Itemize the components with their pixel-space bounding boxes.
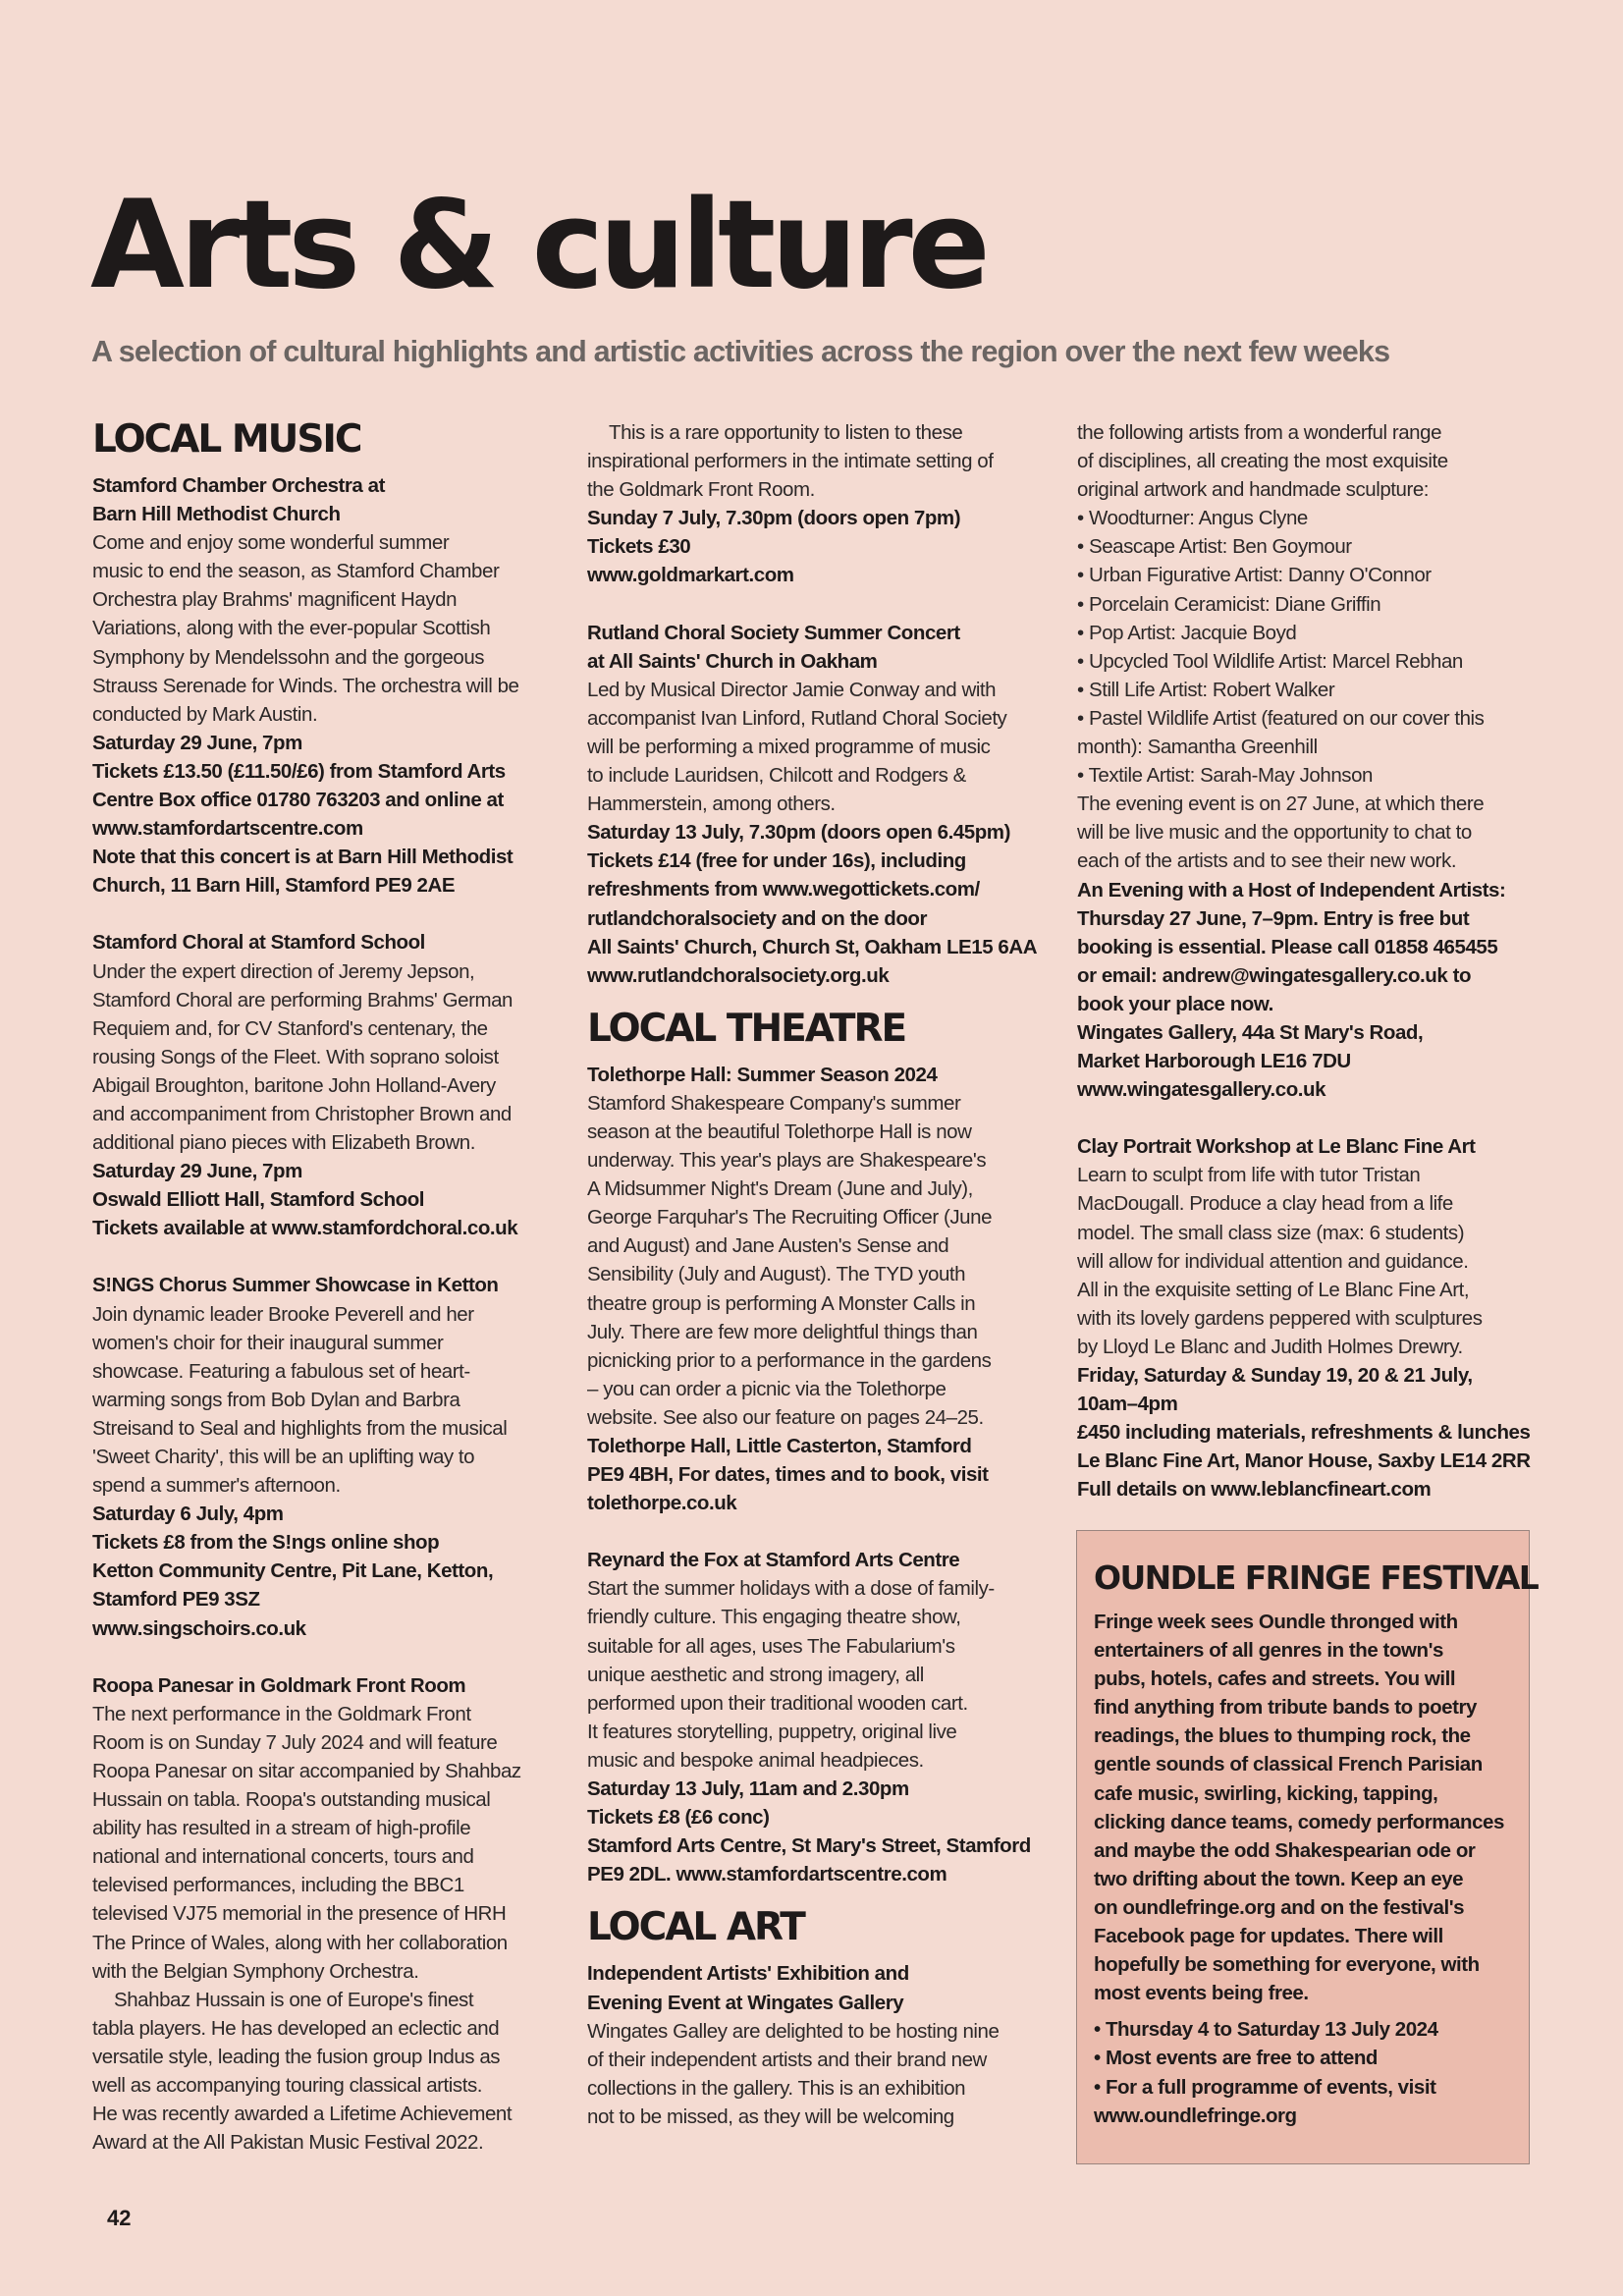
- text-line: Tickets £30: [587, 535, 691, 559]
- event-description: [587, 2017, 1053, 2131]
- event-details: [92, 1500, 558, 1642]
- text-line: readings, the blues to thumping rock, the: [1094, 1724, 1471, 1748]
- text-line: season at the beautiful Tolethorpe Hall is now: [587, 1120, 972, 1143]
- text-line: Tickets £13.50 (£11.50/£6) from Stamford Arts: [92, 759, 506, 783]
- text-line: Oswald Elliott Hall, Stamford School: [92, 1188, 425, 1212]
- text-line: Reynard the Fox at Stamford Arts Centre: [587, 1549, 960, 1572]
- page-subtitle: A selection of cultural highlights and artistic activities across the region over the next few weeks: [91, 335, 1390, 368]
- text-line: music to end the season, as Stamford Chamber: [92, 560, 500, 583]
- text-line: with the Belgian Symphony Orchestra.: [92, 1959, 419, 1983]
- text-line: at All Saints' Church in Oakham: [587, 649, 878, 673]
- text-line: Ketton Community Centre, Pit Lane, Ketton,: [92, 1559, 494, 1583]
- text-line: Friday, Saturday & Sunday 19, 20 & 21 July,: [1077, 1364, 1473, 1387]
- text-line: warming songs from Bob Dylan and Barbra: [92, 1388, 460, 1411]
- text-line: Le Blanc Fine Art, Manor House, Saxby LE14 2RR: [1077, 1449, 1531, 1473]
- event-title: [587, 1546, 1053, 1574]
- text-line: booking is essential. Please call 01858 465455: [1077, 935, 1498, 958]
- text-line: Under the expert direction of Jeremy Jepson,: [92, 959, 475, 983]
- text-line: each of the artists and to see their new work.: [1077, 849, 1457, 873]
- text-line: Hussain on tabla. Roopa's outstanding musical: [92, 1788, 491, 1812]
- text-line: • Woodturner: Angus Clyne: [1077, 507, 1308, 530]
- event-details: [587, 818, 1053, 990]
- text-line: Stamford Choral are performing Brahms' German: [92, 988, 513, 1011]
- text-line: the Goldmark Front Room.: [587, 478, 815, 502]
- text-line: theatre group is performing A Monster Calls in: [587, 1291, 976, 1315]
- event-description: [587, 676, 1053, 818]
- event-description: [587, 1574, 1053, 1775]
- text-line: Sunday 7 July, 7.30pm (doors open 7pm): [587, 507, 961, 530]
- text-line: Requiem and, for CV Stanford's centenary, the: [92, 1016, 488, 1040]
- text-line: televised performances, including the BBC1: [92, 1874, 464, 1897]
- text-line: Streisand to Seal and highlights from the musical: [92, 1416, 508, 1440]
- text-line: Saturday 29 June, 7pm: [92, 1160, 302, 1183]
- text-line: • Most events are free to attend: [1094, 2047, 1378, 2070]
- event-details: [92, 1157, 558, 1242]
- text-line: collections in the gallery. This is an exhibition: [587, 2076, 966, 2100]
- text-line: Facebook page for updates. There will: [1094, 1925, 1443, 1948]
- text-line: Tickets available at www.stamfordchoral.co.uk: [92, 1217, 518, 1240]
- text-line: Hammerstein, among others.: [587, 793, 836, 816]
- text-line: the following artists from a wonderful range: [1077, 421, 1442, 444]
- text-line: PE9 2DL. www.stamfordartscentre.com: [587, 1863, 947, 1886]
- text-line: The evening event is on 27 June, at which there: [1077, 793, 1485, 816]
- text-line: ability has resulted in a stream of high-profile: [92, 1817, 471, 1840]
- text-line: PE9 4BH, For dates, times and to book, visit: [587, 1463, 989, 1487]
- event-description: [1077, 418, 1534, 876]
- text-line: Award at the All Pakistan Music Festival 2022.: [92, 2131, 484, 2155]
- text-line: Tolethorpe Hall: Summer Season 2024: [587, 1063, 938, 1086]
- column-3: [1077, 412, 1534, 1503]
- text-line: Clay Portrait Workshop at Le Blanc Fine Art: [1077, 1135, 1476, 1159]
- column-1: [92, 412, 558, 2157]
- text-line: • Still Life Artist: Robert Walker: [1077, 678, 1335, 701]
- text-line: S!NGS Chorus Summer Showcase in Ketton: [92, 1274, 499, 1297]
- event-title: [587, 1959, 1053, 2016]
- text-line: Saturday 13 July, 11am and 2.30pm: [587, 1777, 909, 1801]
- text-line: most events being free.: [1094, 1982, 1309, 2005]
- text-line: £450 including materials, refreshments & lunches: [1077, 1421, 1531, 1445]
- event-title: [587, 619, 1053, 676]
- event-description: [92, 957, 558, 1158]
- text-line: Market Harborough LE16 7DU: [1077, 1050, 1351, 1073]
- text-line: women's choir for their inaugural summer: [92, 1331, 444, 1354]
- event-description: [587, 447, 1053, 504]
- text-line: • Upcycled Tool Wildlife Artist: Marcel Rebhan: [1077, 649, 1463, 673]
- text-line: friendly culture. This engaging theatre show,: [587, 1606, 961, 1629]
- text-line: Variations, along with the ever-popular Scottish: [92, 617, 491, 640]
- text-line: national and international concerts, tours and: [92, 1845, 474, 1869]
- text-line: Orchestra play Brahms' magnificent Haydn: [92, 588, 458, 612]
- text-line: and August) and Jane Austen's Sense and: [587, 1234, 949, 1258]
- text-line: not to be missed, as they will be welcoming: [587, 2105, 954, 2128]
- text-line: versatile style, leading the fusion group Indus as: [92, 2045, 501, 2068]
- text-line: Tickets £8 (£6 conc): [587, 1806, 770, 1830]
- text-line: Symphony by Mendelssohn and the gorgeous: [92, 645, 485, 669]
- text-line: July. There are few more delightful things than: [587, 1320, 978, 1343]
- text-line: Sensibility (July and August). The TYD youth: [587, 1263, 966, 1286]
- event-description: [587, 1089, 1053, 1432]
- text-line: MacDougall. Produce a clay head from a life: [1077, 1192, 1453, 1216]
- text-line: refreshments from www.wegottickets.com/: [587, 878, 980, 902]
- text-line: Tickets £14 (free for under 16s), including: [587, 849, 966, 873]
- text-line: pubs, hotels, cafes and streets. You will: [1094, 1667, 1456, 1691]
- text-line: Led by Musical Director Jamie Conway and with: [587, 678, 997, 701]
- text-line: Wingates Galley are delighted to be hosting nine: [587, 2019, 1000, 2043]
- text-line: additional piano pieces with Elizabeth Brown.: [92, 1131, 476, 1155]
- event-description: [92, 528, 558, 729]
- text-line: Roopa Panesar on sitar accompanied by Shahbaz: [92, 1759, 521, 1782]
- text-line: and accompaniment from Christopher Brown and: [92, 1102, 512, 1125]
- event-details: [587, 504, 1053, 589]
- event-details: [1077, 876, 1534, 1105]
- text-line: Saturday 29 June, 7pm: [92, 731, 302, 754]
- event-title: [92, 928, 558, 957]
- event-title: [92, 1271, 558, 1299]
- event-title: [92, 471, 558, 528]
- box-title: OUNDLE FRINGE FESTIVAL: [1094, 1558, 1539, 1597]
- text-line: George Farquhar's The Recruiting Officer (June: [587, 1206, 993, 1230]
- text-line: All in the exquisite setting of Le Blanc Fine Art,: [1077, 1278, 1470, 1301]
- column-2: [587, 412, 1053, 2131]
- text-line: or email: andrew@wingatesgallery.co.uk to: [1077, 963, 1472, 987]
- box-bullets: [1094, 2015, 1513, 2129]
- text-line: www.stamfordartscentre.com: [92, 817, 363, 841]
- text-line: will allow for individual attention and guidance.: [1077, 1249, 1469, 1273]
- text-line: two drifting about the town. Keep an eye: [1094, 1867, 1464, 1890]
- text-line: gentle sounds of classical French Parisian: [1094, 1753, 1483, 1777]
- text-line: televised VJ75 memorial in the presence of HRH: [92, 1902, 507, 1926]
- section-heading-local-music: LOCAL MUSIC: [92, 417, 361, 462]
- text-line: Roopa Panesar in Goldmark Front Room: [92, 1673, 466, 1697]
- event-title: [92, 1671, 558, 1700]
- text-line: Barn Hill Methodist Church: [92, 503, 341, 526]
- event-description-line: This is a rare opportunity to listen to these: [609, 421, 963, 444]
- text-line: rutlandchoralsociety and on the door: [587, 906, 928, 930]
- page-title: Arts & culture: [90, 175, 986, 316]
- text-line: suitable for all ages, uses The Fabularium's: [587, 1634, 955, 1658]
- text-line: Stamford Choral at Stamford School: [92, 931, 425, 955]
- text-line: of their independent artists and their brand new: [587, 2048, 987, 2071]
- text-line: He was recently awarded a Lifetime Achievement: [92, 2103, 513, 2126]
- event-description-line: Shahbaz Hussain is one of Europe's finest: [114, 1988, 474, 2011]
- oundle-fringe-festival-box: [1076, 1530, 1539, 2164]
- text-line: Saturday 6 July, 4pm: [92, 1503, 284, 1526]
- text-line: inspirational performers in the intimate setting of: [587, 450, 994, 473]
- text-line: • Seascape Artist: Ben Goymour: [1077, 535, 1352, 559]
- text-line: picnicking prior to a performance in the gardens: [587, 1348, 992, 1372]
- text-line: of disciplines, all creating the most exquisite: [1077, 450, 1448, 473]
- event-description: [1077, 1161, 1534, 1361]
- text-line: • For a full programme of events, visit: [1094, 2075, 1436, 2099]
- text-line: An Evening with a Host of Independent Artists:: [1077, 878, 1506, 902]
- text-line: – you can order a picnic via the Tolethorpe: [587, 1377, 947, 1400]
- text-line: will be performing a mixed programme of music: [587, 735, 991, 758]
- text-line: well as accompanying touring classical artists.: [92, 2073, 482, 2097]
- text-line: will be live music and the opportunity to chat to: [1077, 821, 1472, 845]
- text-line: • Pop Artist: Jacquie Boyd: [1077, 621, 1297, 644]
- text-line: month): Samantha Greenhill: [1077, 736, 1318, 759]
- text-line: original artwork and handmade sculpture:: [1077, 478, 1430, 502]
- text-line: Centre Box office 01780 763203 and online at: [92, 789, 504, 812]
- text-line: The Prince of Wales, along with her collaboration: [92, 1931, 508, 1954]
- text-line: tolethorpe.co.uk: [587, 1492, 737, 1515]
- text-line: Saturday 13 July, 7.30pm (doors open 6.45pm): [587, 821, 1010, 845]
- section-heading-local-art: LOCAL ART: [587, 1905, 804, 1950]
- section-heading-local-theatre: LOCAL THEATRE: [587, 1006, 906, 1051]
- text-line: website. See also our feature on pages 24–25.: [587, 1405, 984, 1429]
- text-line: showcase. Featuring a fabulous set of heart-: [92, 1359, 470, 1383]
- text-line: • Thursday 4 to Saturday 13 July 2024: [1094, 2018, 1438, 2042]
- text-line: Thursday 27 June, 7–9pm. Entry is free but: [1077, 906, 1470, 930]
- text-line: The next performance in the Goldmark Front: [92, 1702, 471, 1725]
- text-line: Stamford PE9 3SZ: [92, 1588, 260, 1612]
- text-line: All Saints' Church, Church St, Oakham LE15 6AA: [587, 935, 1038, 958]
- text-line: Start the summer holidays with a dose of family-: [587, 1577, 995, 1601]
- text-line: www.oundlefringe.org: [1094, 2104, 1297, 2127]
- text-line: with its lovely gardens peppered with sculptures: [1077, 1306, 1483, 1330]
- event-details: [587, 1432, 1053, 1517]
- text-line: Tickets £8 from the S!ngs online shop: [92, 1531, 440, 1555]
- text-line: Abigail Broughton, baritone John Holland-Avery: [92, 1073, 496, 1097]
- text-line: Rutland Choral Society Summer Concert: [587, 621, 960, 644]
- text-line: www.rutlandchoralsociety.org.uk: [587, 963, 890, 987]
- text-line: Room is on Sunday 7 July 2024 and will feature: [92, 1730, 498, 1754]
- text-line: • Urban Figurative Artist: Danny O'Connor: [1077, 564, 1432, 587]
- text-line: music and bespoke animal headpieces.: [587, 1748, 924, 1772]
- text-line: rousing Songs of the Fleet. With soprano soloist: [92, 1045, 499, 1068]
- text-line: • Textile Artist: Sarah-May Johnson: [1077, 764, 1373, 788]
- text-line: unique aesthetic and strong imagery, all: [587, 1663, 924, 1686]
- text-line: Wingates Gallery, 44a St Mary's Road,: [1077, 1020, 1424, 1044]
- text-line: accompanist Ivan Linford, Rutland Choral Society: [587, 706, 1007, 730]
- event-description: [92, 2014, 558, 2157]
- text-line: It features storytelling, puppetry, original live: [587, 1720, 957, 1743]
- text-line: hopefully be something for everyone, with: [1094, 1953, 1480, 1977]
- text-line: www.goldmarkart.com: [587, 564, 794, 587]
- text-line: tabla players. He has developed an eclectic and: [92, 2016, 500, 2040]
- text-line: Fringe week sees Oundle thronged with: [1094, 1611, 1458, 1633]
- text-line: www.wingatesgallery.co.uk: [1077, 1078, 1326, 1102]
- text-line: Tolethorpe Hall, Little Casterton, Stamford: [587, 1435, 972, 1457]
- text-line: Learn to sculpt from life with tutor Tristan: [1077, 1164, 1421, 1187]
- text-line: Join dynamic leader Brooke Peverell and her: [92, 1302, 474, 1326]
- text-line: Note that this concert is at Barn Hill Methodist: [92, 846, 514, 869]
- text-line: A Midsummer Night's Dream (June and July),: [587, 1177, 973, 1201]
- text-line: performed upon their traditional wooden cart.: [587, 1691, 968, 1715]
- text-line: 'Sweet Charity', this will be an uplifting way to: [92, 1446, 475, 1468]
- text-line: and maybe the odd Shakespearian ode or: [1094, 1838, 1476, 1862]
- text-line: Independent Artists' Exhibition and: [587, 1962, 909, 1986]
- text-line: • Pastel Wildlife Artist (featured on our cover this: [1077, 706, 1485, 730]
- text-line: clicking dance teams, comedy performances: [1094, 1810, 1504, 1833]
- text-line: spend a summer's afternoon.: [92, 1474, 341, 1498]
- text-line: 10am–4pm: [1077, 1393, 1178, 1416]
- event-details: [92, 729, 558, 901]
- text-line: find anything from tribute bands to poetry: [1094, 1696, 1477, 1720]
- text-line: book your place now.: [1077, 992, 1273, 1015]
- text-line: Stamford Arts Centre, St Mary's Street, Stamford: [587, 1834, 1031, 1858]
- event-details: [587, 1775, 1053, 1888]
- text-line: model. The small class size (max: 6 students): [1077, 1221, 1465, 1244]
- box-body: [1094, 1608, 1513, 2007]
- event-title: [587, 1061, 1053, 1089]
- text-line: Stamford Chamber Orchestra at: [92, 474, 385, 497]
- text-line: cafe music, swirling, kicking, tapping,: [1094, 1781, 1438, 1805]
- text-line: Stamford Shakespeare Company's summer: [587, 1091, 961, 1115]
- event-details: [1077, 1361, 1534, 1503]
- text-line: Evening Event at Wingates Gallery: [587, 1991, 904, 2014]
- text-line: to include Lauridsen, Chilcott and Rodgers &: [587, 764, 966, 788]
- text-line: by Lloyd Le Blanc and Judith Holmes Drewry.: [1077, 1335, 1463, 1358]
- text-line: Full details on www.leblancfineart.com: [1077, 1478, 1432, 1502]
- text-line: conducted by Mark Austin.: [92, 702, 318, 726]
- event-title: [1077, 1132, 1534, 1161]
- page-number: 42: [107, 2206, 132, 2230]
- text-line: Strauss Serenade for Winds. The orchestra will be: [92, 674, 519, 697]
- event-description: [92, 1300, 558, 1501]
- text-line: underway. This year's plays are Shakespeare's: [587, 1149, 987, 1173]
- text-line: www.singschoirs.co.uk: [92, 1616, 306, 1640]
- text-line: entertainers of all genres in the town's: [1094, 1639, 1443, 1663]
- event-description: [92, 1700, 558, 1986]
- text-line: Come and enjoy some wonderful summer: [92, 531, 450, 555]
- text-line: • Porcelain Ceramicist: Diane Griffin: [1077, 592, 1381, 616]
- text-line: Church, 11 Barn Hill, Stamford PE9 2AE: [92, 874, 456, 898]
- text-line: on oundlefringe.org and on the festival's: [1094, 1895, 1465, 1919]
